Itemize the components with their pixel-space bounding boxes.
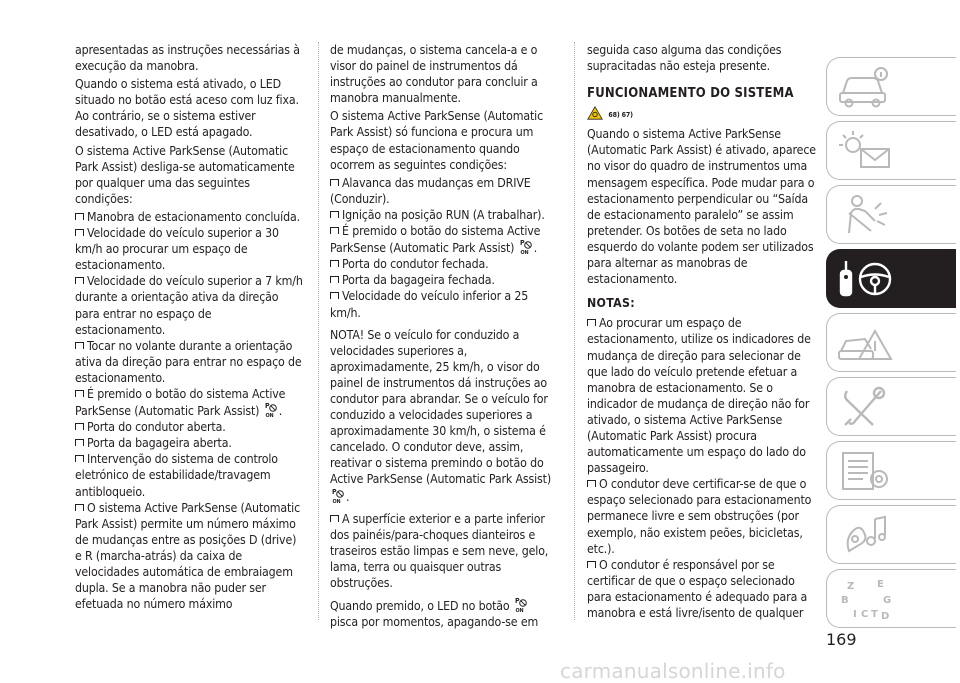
bullet-icon (75, 504, 84, 511)
driving-icon (835, 255, 895, 303)
bullet-icon (75, 455, 84, 462)
paragraph: O sistema Active ParkSense (Automatic Park Assist) desliga-se automaticamente por qualquer uma das seguintes condições: (75, 143, 295, 206)
svg-text:T: T (871, 609, 878, 620)
svg-text:I: I (853, 609, 857, 620)
park-assist-button-icon (331, 488, 345, 504)
section-heading: FUNCIONAMENTO DO SISTEMA (587, 86, 794, 102)
svg-text:ON: ON (265, 413, 274, 419)
list-item: Alavanca das mudanças em DRIVE (Conduzir). (330, 175, 531, 206)
watermark: carmanualsonline.info (560, 659, 786, 683)
list-item: Tocar no volante durante a orientação ativa da direção para entrar no espaço de estacionamento. (75, 338, 302, 385)
svg-text:P: P (514, 597, 520, 606)
multimedia-icon (835, 511, 895, 559)
list-item: Velocidade do veículo superior a 30 km/h ao procurar um espaço de estacionamento. (75, 226, 279, 273)
service-icon (835, 383, 895, 431)
svg-text:E: E (877, 579, 884, 590)
list-item: O condutor é responsável por se certificar de que o espaço selecionado para estacionamento é adequado para a manobra e está livre/isento de qualquer (587, 557, 808, 620)
bullet-icon (75, 342, 84, 349)
tab-index[interactable] (826, 569, 956, 628)
text-column-3 (587, 42, 817, 621)
text-column-2 (330, 42, 558, 632)
bullet-icon (75, 277, 84, 284)
list-item: Porta da bagageira fechada. (330, 272, 558, 288)
svg-text:Z: Z (847, 581, 855, 592)
warning-triangle-icon (587, 106, 603, 124)
tab-multimedia[interactable] (826, 505, 956, 564)
technical-data-icon (835, 447, 895, 495)
bullet-icon (587, 480, 596, 487)
tab-car-info[interactable] (826, 57, 956, 116)
bullet-icon (587, 561, 596, 568)
svg-text:P: P (332, 487, 337, 496)
list-item: Porta da bagageira aberta. (75, 435, 303, 451)
tab-driving[interactable] (826, 249, 956, 308)
list-item: É premido o botão do sistema Active ParkSense (Automatic Park Assist) P ON . (330, 224, 541, 256)
list-item: Ao procurar um espaço de estacionamento, utilize os indicadores de mudança de direção para selecionar de que lado do veículo pretende efetuar a manobra de estacionamento. Se o indicador de mudança de direção não for ativado, o sistema Active ParkSense (Automatic Park Assist) procura automaticamente um espaço do lado do passageiro. (587, 316, 811, 476)
list-item: É premido o botão do sistema Active ParkSense (Automatic Park Assist) P ON . (75, 386, 286, 419)
list-item: Intervenção do sistema de controlo eletrónico de estabilidade/travagem antibloqueio. (75, 452, 278, 499)
bullet-icon (75, 423, 84, 430)
bullet-icon (75, 390, 84, 397)
warning-lights-icon (835, 127, 895, 175)
tab-service[interactable] (826, 377, 956, 436)
park-assist-button-icon (264, 402, 278, 418)
bullet-icon (330, 276, 339, 283)
bullet-icon (75, 229, 84, 236)
bullet-icon (75, 213, 84, 220)
paragraph: Quando o sistema está ativado, o LED situado no botão está aceso com luz fixa. Ao contrário, se o sistema estiver desativado, o LED está apagado. (75, 77, 299, 140)
warning-reference (587, 106, 817, 122)
page-number: 169 (826, 630, 857, 649)
list-item: Velocidade do veículo inferior a 25 km/h. (330, 289, 529, 320)
bullet-icon (330, 227, 339, 234)
park-assist-button-icon (514, 597, 528, 613)
index-icon (835, 575, 895, 623)
column-divider (574, 42, 575, 620)
text-column-1 (75, 42, 303, 612)
bullet-icon (330, 179, 339, 186)
svg-text:C: C (861, 609, 869, 620)
bullet-icon (330, 211, 339, 218)
list-item: O condutor deve certificar-se de que o espaço selecionado para estacionamento permanece livre e sem obstruções (por exemplo, não existem peões, bicicletas, etc.). (587, 477, 812, 556)
paragraph: O sistema Active ParkSense (Automatic Park Assist) só funciona e procura um espaço de estacionamento quando ocorrem as seguintes condições: (330, 109, 544, 172)
bullet-icon (330, 292, 339, 299)
emergency-icon (835, 319, 895, 367)
list-item: Velocidade do veículo superior a 7 km/h durante a orientação ativa da direção para entrar no espaço de estacionamento. (75, 274, 303, 337)
park-assist-button-icon (519, 239, 533, 255)
list-item: Porta do condutor fechada. (330, 256, 558, 272)
paragraph: Quando premido, o LED no botão P ON pisca por momentos, apagando-se em (330, 597, 539, 630)
svg-text:G: G (883, 595, 892, 606)
svg-text:ON: ON (515, 608, 524, 614)
reference-numbers: 68) 67) (608, 111, 633, 120)
svg-text:P: P (264, 402, 270, 411)
list-item: Manobra de estacionamento concluída. (75, 209, 303, 225)
svg-text:D: D (881, 611, 890, 622)
tab-safety[interactable] (826, 185, 956, 244)
note-paragraph: NOTA! Se o veículo for conduzido a velocidades superiores a, aproximadamente, 25 km/h, o visor do painel de instrumentos dá instruções ao condutor para abrandar. Se o veículo for conduzido a velocidades superiores a aproximadamente 30 km/h, o sistema é cancelado. O condutor deve, assim, reativar o sistema premindo o botão do Active ParkSense (Automatic Park Assist) P ON . (330, 327, 551, 504)
paragraph: seguida caso alguma das condições supracitadas não esteja presente. (587, 43, 782, 74)
column-divider (318, 42, 319, 620)
bullet-icon (330, 515, 339, 522)
paragraph: apresentadas as instruções necessárias à execução da manobra. (75, 43, 300, 74)
list-item: O sistema Active ParkSense (Automatic Park Assist) permite um número máximo de mudanças entre as posições D (drive) e R (marcha-atrás) da caixa de velocidades automática de embraiagem dupla. Se a manobra não puder ser efetuada no número máximo (75, 500, 301, 612)
bullet-icon (75, 439, 84, 446)
list-item: Ignição na posição RUN (A trabalhar). (330, 207, 558, 223)
chapter-tabs (826, 57, 956, 633)
paragraph: de mudanças, o sistema cancela-a e o visor do painel de instrumentos dá instruções ao condutor para concluir a manobra manualmente. (330, 43, 538, 106)
svg-text:ON: ON (332, 498, 341, 504)
svg-text:B: B (841, 595, 849, 606)
bullet-icon (587, 319, 596, 326)
tab-warning-lights[interactable] (826, 121, 956, 180)
tab-emergency[interactable] (826, 313, 956, 372)
notes-heading: NOTAS: (587, 296, 636, 311)
svg-text:P: P (519, 239, 525, 248)
tab-technical-data[interactable] (826, 441, 956, 500)
paragraph: Quando o sistema Active ParkSense (Automatic Park Assist) é ativado, aparece no visor do quadro de instrumentos uma mensagem específica. Pode mudar para o estacionamento perpendicular ou “Saída de estacionamento paralelo” se assim pretender. Os botões de seta no lado esquerdo do volante podem ser utilizados para alternar as manobras de estacionamento. (587, 127, 816, 287)
svg-text:ON: ON (520, 250, 529, 256)
bullet-icon (330, 260, 339, 267)
safety-icon (835, 191, 895, 239)
list-item: A superfície exterior e a parte inferior dos painéis/para-choques dianteiros e traseiros estão limpas e sem neve, gelo, lama, terra ou quaisquer outras obstruções. (330, 511, 549, 590)
car-info-icon (835, 63, 895, 111)
list-item: Porta do condutor aberta. (75, 419, 303, 435)
